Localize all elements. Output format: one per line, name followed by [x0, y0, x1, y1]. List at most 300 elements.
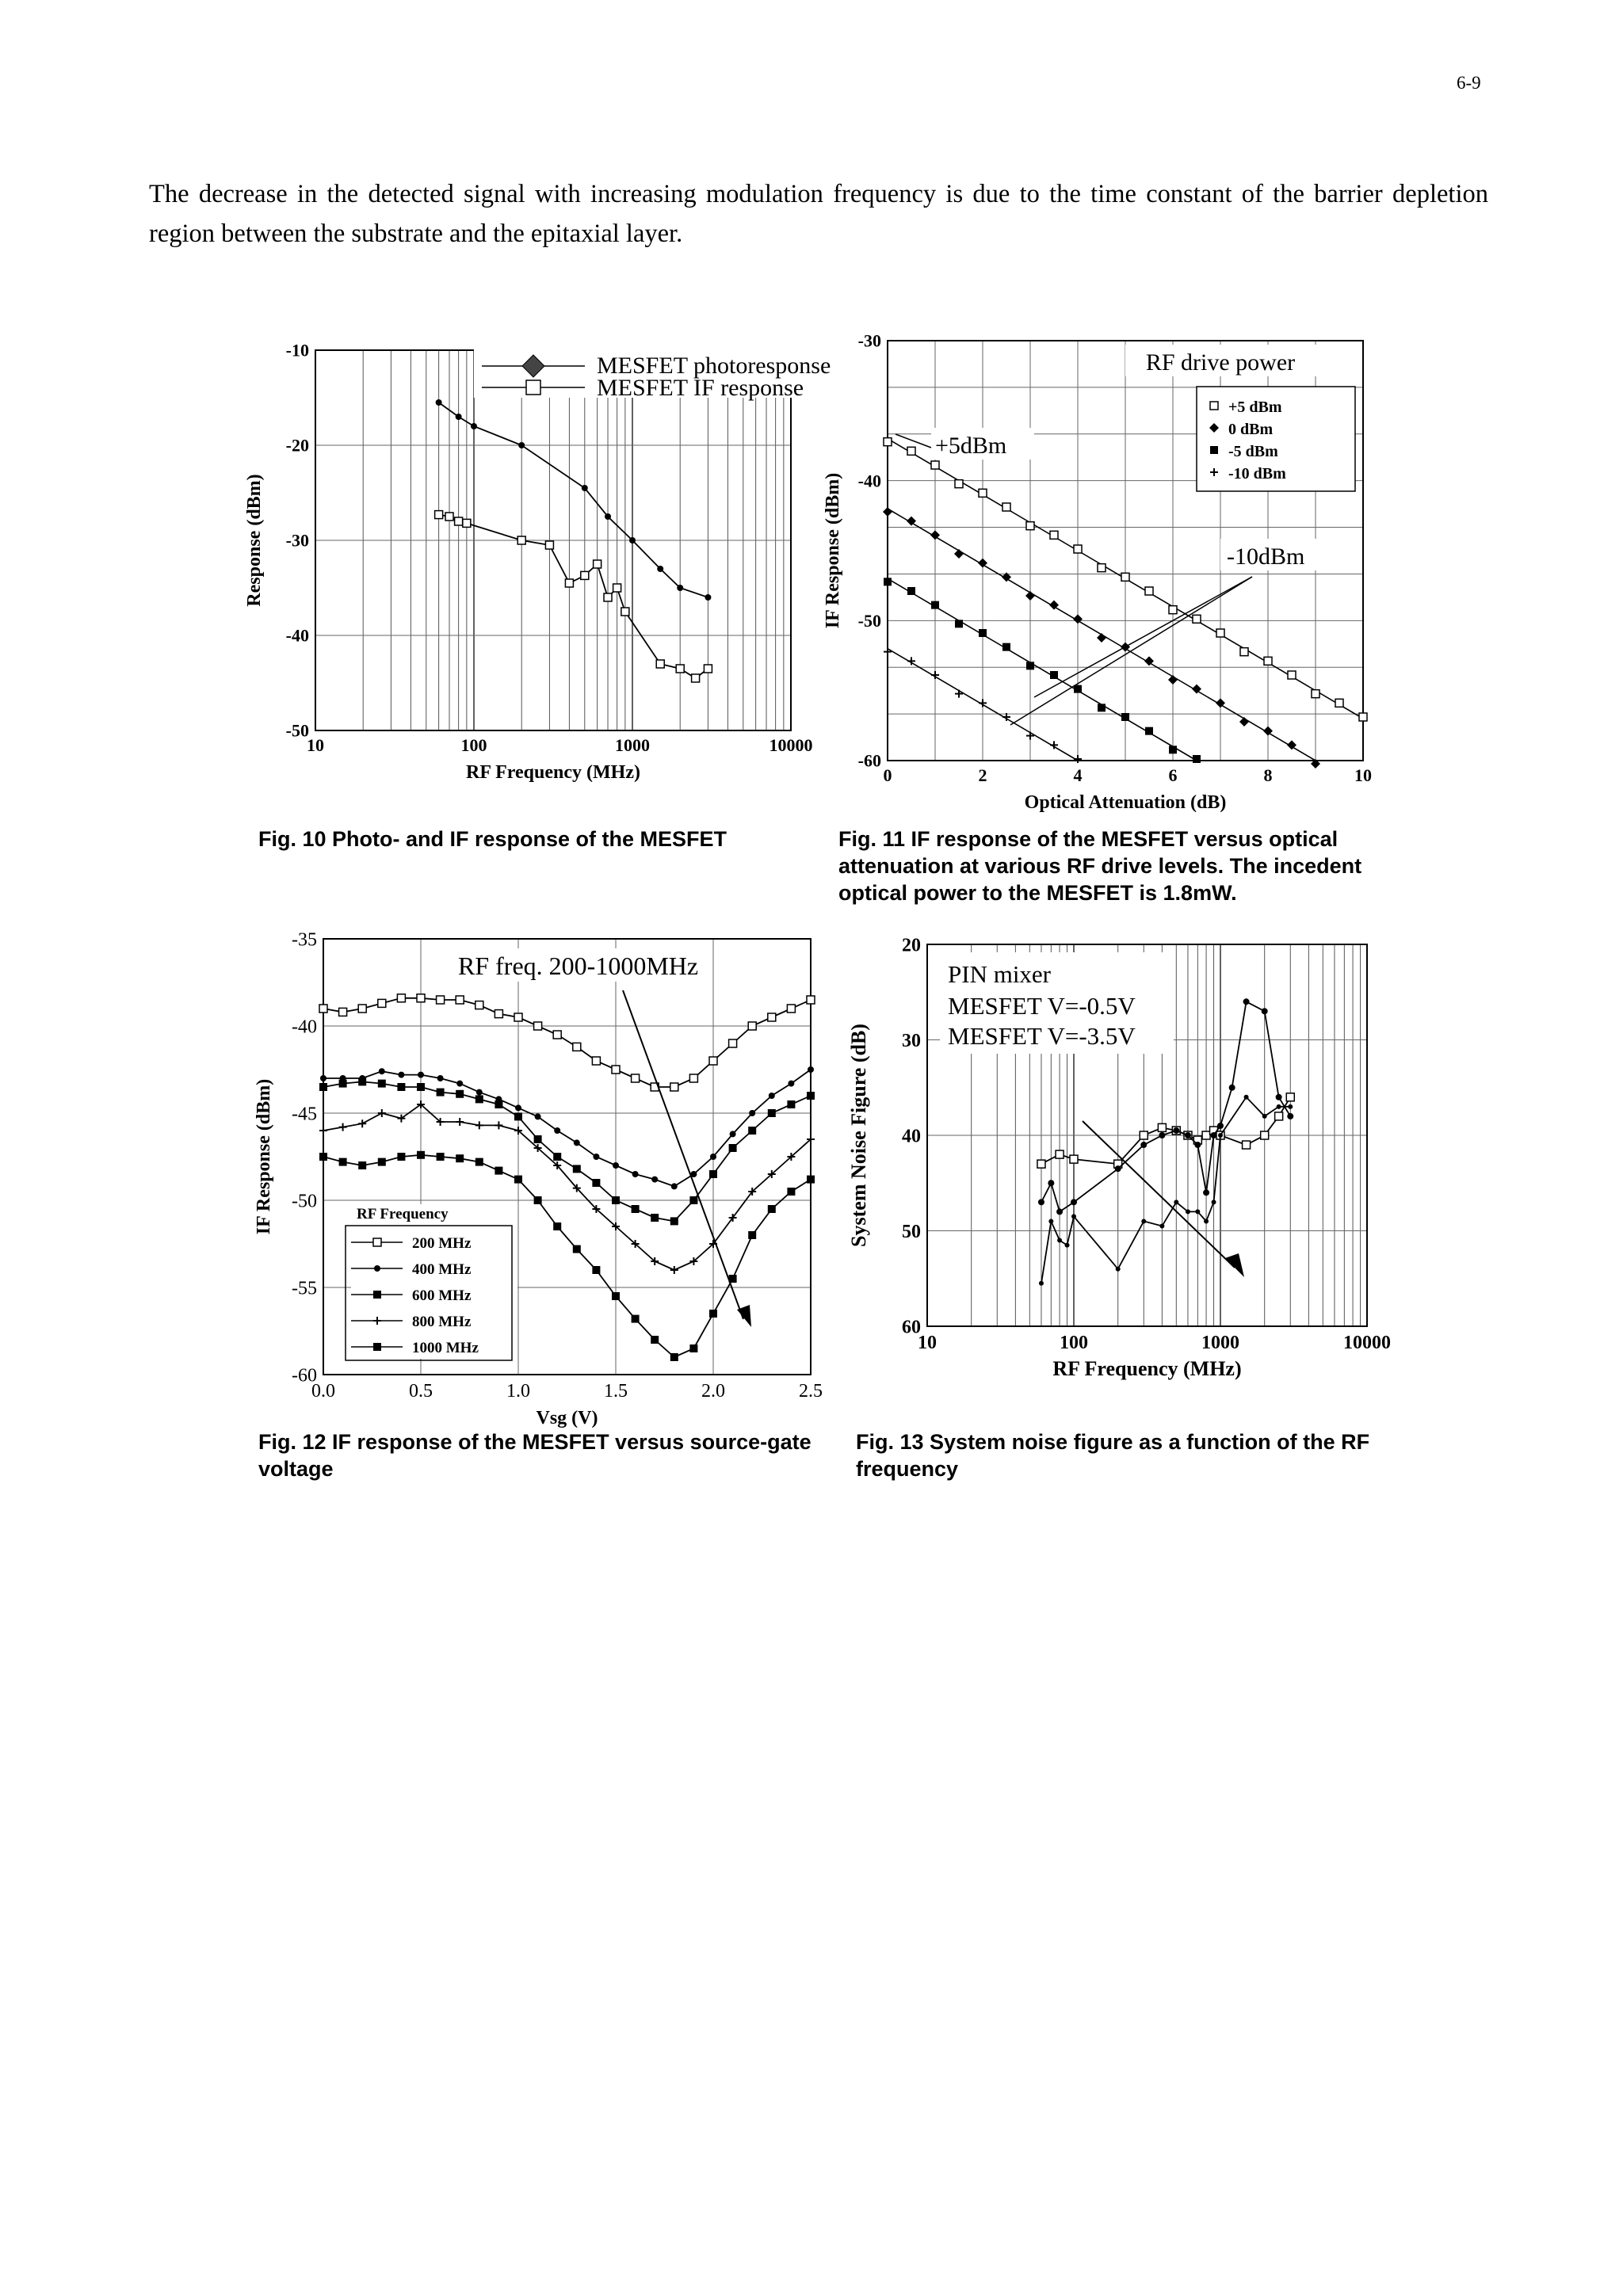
y-tick-label: 20 — [902, 935, 921, 956]
data-point — [456, 1118, 464, 1126]
annotation-label: +5dBm — [935, 433, 1007, 459]
legend-label: 400 MHz — [412, 1261, 472, 1278]
x-tick-label: 1000 — [1201, 1333, 1239, 1353]
x-tick-label: 1000 — [615, 735, 650, 755]
chart-fig13 — [838, 927, 1417, 1422]
data-point — [670, 1266, 678, 1274]
fig12-labels — [254, 929, 823, 1428]
x-tick-label: 2 — [978, 765, 987, 785]
data-point — [670, 1353, 678, 1361]
data-point — [689, 1344, 697, 1352]
data-point — [612, 1066, 620, 1074]
series-line — [439, 402, 708, 597]
y-tick-label: -60 — [292, 1365, 317, 1386]
legend-label: 0 dBm — [1228, 421, 1274, 438]
data-point — [358, 1005, 366, 1013]
fig13-labels — [847, 935, 1391, 1380]
data-point — [455, 517, 463, 525]
page-number: 6-9 — [1457, 73, 1481, 93]
chart-fig12 — [244, 915, 823, 1428]
data-point — [955, 690, 963, 698]
annotation-arrowhead — [1225, 1253, 1244, 1277]
data-point — [1050, 531, 1058, 539]
data-point — [1185, 1132, 1191, 1138]
y-axis-label: System Noise Figure (dB) — [847, 1024, 870, 1247]
data-point — [418, 1072, 424, 1078]
data-point — [339, 1158, 347, 1166]
data-point — [1275, 1112, 1283, 1120]
legend-title: RF drive power — [1145, 349, 1296, 376]
data-point — [955, 480, 963, 488]
data-point — [1240, 648, 1248, 656]
data-point — [1065, 1243, 1070, 1248]
data-point — [1243, 1141, 1251, 1149]
data-point — [378, 1080, 386, 1088]
data-point — [1211, 1132, 1217, 1138]
data-point — [435, 511, 443, 519]
data-point — [768, 1013, 776, 1021]
data-point — [495, 1100, 502, 1108]
data-point — [1239, 717, 1249, 727]
y-tick-label: 60 — [902, 1317, 921, 1338]
data-point — [651, 1214, 659, 1222]
data-point — [1262, 1114, 1267, 1119]
data-point — [1244, 1095, 1249, 1100]
legend-marker — [1210, 402, 1218, 410]
data-point — [475, 1158, 483, 1166]
data-point — [515, 1104, 521, 1111]
data-point — [689, 1074, 697, 1082]
fig10-labels — [244, 341, 831, 783]
chart-fig11 — [824, 325, 1403, 816]
data-point — [573, 1165, 581, 1173]
data-point — [437, 1075, 444, 1081]
data-point — [768, 1109, 776, 1117]
y-axis-label: Response (dBm) — [244, 474, 265, 607]
data-point — [1288, 671, 1296, 679]
x-tick-label: 1.5 — [604, 1381, 628, 1402]
data-point — [378, 1109, 386, 1117]
data-point — [475, 1001, 483, 1009]
data-point — [1158, 1123, 1166, 1131]
legend-label: 800 MHz — [412, 1314, 472, 1330]
data-point — [768, 1205, 776, 1213]
x-tick-label: 1.0 — [506, 1381, 530, 1402]
legend-label: +5 dBm — [1228, 399, 1282, 416]
x-tick-label: 10 — [918, 1333, 937, 1353]
data-point — [495, 1010, 502, 1018]
data-point — [514, 1013, 522, 1021]
data-point — [1145, 587, 1153, 595]
data-point — [319, 1083, 327, 1091]
data-point — [397, 994, 405, 1002]
data-point — [729, 1039, 737, 1047]
y-tick-label: 30 — [902, 1030, 921, 1051]
data-point — [1048, 1180, 1054, 1186]
data-point — [605, 513, 611, 520]
data-point — [788, 1081, 794, 1087]
data-point — [517, 536, 525, 544]
data-point — [319, 1153, 327, 1161]
data-point — [475, 1121, 483, 1129]
data-point — [787, 1005, 795, 1013]
x-tick-label: 0.0 — [311, 1381, 335, 1402]
data-point — [1057, 1238, 1062, 1243]
legend-label: MESFET IF response — [597, 375, 804, 401]
y-tick-label: -40 — [285, 625, 309, 646]
data-point — [808, 1066, 814, 1073]
data-point — [931, 601, 939, 609]
data-point — [495, 1167, 502, 1175]
data-point — [1195, 1209, 1200, 1214]
data-point — [535, 1113, 541, 1119]
x-tick-label: 100 — [1060, 1333, 1088, 1353]
data-point — [565, 579, 573, 587]
data-point — [1173, 1127, 1179, 1134]
x-tick-label: 8 — [1263, 765, 1273, 785]
data-point — [437, 1089, 445, 1097]
data-point — [1169, 606, 1177, 614]
annotation-arrow — [1083, 1121, 1235, 1268]
x-tick-label: 0 — [883, 765, 892, 785]
y-tick-label: -60 — [857, 750, 881, 771]
data-point — [1056, 1208, 1063, 1215]
data-point — [456, 1081, 463, 1087]
x-tick-label: 2.0 — [701, 1381, 725, 1402]
data-point — [1026, 732, 1034, 740]
data-point — [436, 399, 442, 406]
data-point — [463, 519, 471, 527]
data-point — [769, 1093, 775, 1099]
data-point — [514, 1112, 522, 1120]
data-point — [907, 587, 915, 595]
data-point — [1262, 1008, 1268, 1014]
annotation-label: -10dBm — [1227, 543, 1305, 570]
x-axis-label: Optical Attenuation (dB) — [1024, 792, 1227, 813]
caption-fig10: Fig. 10 Photo- and IF response of the MESFET — [258, 827, 727, 851]
x-axis-label: Vsg (V) — [536, 1408, 598, 1428]
data-point — [582, 485, 588, 491]
data-point — [1025, 591, 1035, 601]
data-point — [632, 1171, 639, 1177]
data-point — [1056, 1150, 1064, 1158]
annotation-arrow — [623, 990, 743, 1319]
data-point — [1159, 1132, 1165, 1138]
y-tick-label: -55 — [292, 1278, 317, 1299]
y-tick-label: -40 — [857, 471, 881, 491]
legend-label: MESFET photoresponse — [597, 353, 831, 379]
body-paragraph: The decrease in the detected signal with increasing modulation frequency is due to the time constant of the barrier depletion region between the substrate and the epitaxial layer. — [149, 180, 1488, 248]
data-point — [456, 1090, 464, 1098]
data-point — [1264, 657, 1272, 665]
data-point — [671, 1183, 678, 1189]
data-point — [339, 1123, 347, 1131]
data-point — [709, 1170, 717, 1178]
data-point — [518, 442, 525, 448]
data-point — [1074, 545, 1082, 553]
legend-label: -10 dBm — [1228, 465, 1286, 482]
x-axis-label: RF Frequency (MHz) — [466, 762, 640, 783]
data-point — [1218, 1133, 1223, 1138]
data-point — [1203, 1189, 1209, 1196]
data-point — [1002, 503, 1010, 511]
data-point — [475, 1095, 483, 1103]
data-point — [807, 996, 815, 1004]
data-point — [358, 1119, 366, 1127]
data-point — [1115, 1165, 1121, 1172]
data-point — [534, 1135, 542, 1143]
data-point — [592, 1057, 600, 1065]
data-point — [1217, 1123, 1224, 1129]
data-point — [657, 566, 663, 572]
data-point — [1050, 671, 1058, 679]
annotation-pointer — [896, 434, 931, 448]
data-point — [1277, 1104, 1281, 1109]
legend-label: 200 MHz — [412, 1235, 472, 1252]
data-point — [651, 1177, 658, 1183]
data-point — [612, 1196, 620, 1204]
x-tick-label: 2.5 — [799, 1381, 823, 1402]
data-point — [1276, 1094, 1282, 1100]
y-tick-label: 50 — [902, 1221, 921, 1242]
data-point — [1202, 1131, 1210, 1139]
y-tick-label: -30 — [857, 330, 881, 351]
data-point — [1098, 704, 1106, 711]
y-tick-label: -50 — [292, 1191, 317, 1212]
data-point — [632, 1074, 640, 1082]
legend-label: 600 MHz — [412, 1287, 472, 1304]
data-point — [955, 620, 963, 627]
data-point — [670, 1217, 678, 1225]
data-point — [748, 1127, 756, 1135]
data-point — [710, 1154, 716, 1160]
data-point — [1116, 1267, 1121, 1272]
series-line — [323, 1070, 811, 1186]
data-point — [1074, 685, 1082, 693]
data-point — [632, 1315, 640, 1323]
data-point — [574, 1139, 580, 1146]
data-point — [1193, 615, 1201, 623]
legend-marker-square — [526, 380, 540, 395]
data-point — [358, 1077, 366, 1085]
data-point — [730, 1131, 736, 1137]
data-point — [1212, 1199, 1216, 1204]
x-tick-label: 100 — [460, 735, 487, 755]
data-point — [1193, 755, 1201, 763]
data-point — [629, 537, 636, 543]
data-point — [709, 1310, 717, 1318]
y-tick-label: -45 — [292, 1104, 317, 1125]
data-point — [545, 541, 553, 549]
data-point — [573, 1043, 581, 1051]
annotation-label: RF freq. 200-1000MHz — [458, 952, 699, 980]
data-point — [471, 423, 477, 429]
data-point — [1287, 1113, 1293, 1119]
data-point — [1141, 1219, 1146, 1223]
data-point — [320, 1075, 327, 1081]
legend-marker — [374, 1265, 380, 1272]
data-point — [358, 1161, 366, 1169]
data-point — [749, 1110, 755, 1116]
data-point — [398, 1072, 404, 1078]
data-point — [593, 1154, 599, 1160]
legend-marker — [373, 1238, 381, 1246]
data-point — [1071, 1199, 1077, 1205]
data-point — [1121, 573, 1129, 581]
x-tick-label: 6 — [1168, 765, 1178, 785]
data-point — [339, 1080, 347, 1088]
data-point — [378, 999, 386, 1007]
legend-bg — [351, 1204, 517, 1359]
data-point — [417, 1151, 425, 1159]
data-point — [553, 1031, 561, 1039]
data-point — [1048, 1219, 1053, 1223]
data-point — [378, 1158, 386, 1166]
data-point — [1186, 1209, 1190, 1214]
x-tick-label: 10 — [1354, 765, 1372, 785]
data-point — [748, 1022, 756, 1030]
data-point — [651, 1336, 659, 1344]
data-point — [1174, 1199, 1178, 1204]
data-point — [1097, 633, 1106, 643]
data-point — [1070, 1155, 1078, 1163]
data-point — [884, 578, 892, 585]
data-point — [445, 513, 453, 521]
data-point — [397, 1083, 405, 1091]
x-tick-label: 0.5 — [409, 1381, 433, 1402]
data-point — [604, 593, 612, 601]
data-point — [1145, 727, 1153, 735]
data-point — [456, 414, 462, 420]
data-point — [787, 1188, 795, 1196]
data-point — [931, 461, 939, 469]
data-point — [319, 1005, 327, 1013]
data-point — [397, 1153, 405, 1161]
y-tick-label: -50 — [285, 720, 309, 741]
y-tick-label: -50 — [857, 611, 881, 631]
data-point — [709, 1057, 717, 1065]
data-point — [676, 665, 684, 673]
data-point — [907, 447, 915, 455]
data-point — [748, 1231, 756, 1239]
data-point — [534, 1022, 542, 1030]
y-tick-label: -20 — [285, 435, 309, 456]
data-point — [319, 1127, 327, 1135]
data-point — [592, 1179, 600, 1187]
data-point — [476, 1089, 483, 1096]
data-point — [594, 560, 601, 568]
data-point — [1026, 522, 1034, 530]
legend-marker — [373, 1343, 381, 1351]
data-point — [807, 1176, 815, 1184]
data-point — [1159, 1223, 1164, 1228]
data-point — [1002, 643, 1010, 651]
data-point — [1168, 675, 1178, 685]
data-point — [883, 507, 892, 517]
data-point — [1261, 1131, 1269, 1139]
legend-title: RF Frequency — [357, 1206, 449, 1222]
data-point — [417, 1083, 425, 1091]
data-point — [1312, 690, 1319, 698]
data-point — [689, 1196, 697, 1204]
data-point — [1216, 629, 1224, 637]
data-point — [1243, 998, 1250, 1005]
data-point — [704, 665, 712, 673]
data-point — [621, 608, 629, 616]
data-point — [573, 1245, 581, 1253]
data-point — [1169, 746, 1177, 753]
data-point — [456, 996, 464, 1004]
caption-fig12: Fig. 12 IF response of the MESFET versus source-gate voltage — [258, 1430, 812, 1481]
y-tick-label: -40 — [292, 1016, 317, 1038]
chart-fig10 — [244, 333, 831, 808]
caption-fig13: Fig. 13 System noise figure as a function of the RF frequency — [856, 1430, 1370, 1481]
data-point — [1140, 1142, 1147, 1148]
data-point — [1204, 1219, 1209, 1223]
data-point — [884, 438, 892, 446]
data-point — [954, 549, 964, 559]
data-point — [553, 1153, 561, 1161]
data-point — [1194, 1142, 1201, 1148]
data-point — [1038, 1199, 1044, 1205]
data-point — [339, 1008, 347, 1016]
data-point — [656, 660, 664, 668]
y-tick-label: -35 — [292, 929, 317, 951]
legend-marker — [1210, 446, 1218, 454]
data-point — [1286, 1093, 1294, 1101]
data-point — [514, 1176, 522, 1184]
x-tick-label: 4 — [1073, 765, 1083, 785]
y-tick-label: 40 — [902, 1126, 921, 1147]
series-line — [439, 515, 708, 678]
data-point — [729, 1144, 737, 1152]
data-point — [612, 1292, 620, 1300]
data-point — [1026, 662, 1034, 669]
legend-label: -5 dBm — [1228, 443, 1278, 460]
data-point — [534, 1196, 542, 1204]
data-point — [979, 489, 987, 497]
legend-label: PIN mixer — [948, 960, 1052, 988]
data-point — [807, 1092, 815, 1100]
data-point — [1359, 713, 1367, 721]
data-point — [692, 674, 700, 682]
x-axis-label: RF Frequency (MHz) — [1052, 1357, 1242, 1380]
data-point — [417, 994, 425, 1002]
data-point — [592, 1266, 600, 1274]
data-point — [437, 1153, 445, 1161]
y-tick-label: -10 — [285, 340, 309, 360]
data-point — [1098, 564, 1106, 572]
y-axis-label: IF Response (dBm) — [254, 1078, 274, 1235]
data-point — [632, 1205, 640, 1213]
legend-marker — [373, 1291, 381, 1299]
data-point — [1071, 1214, 1076, 1219]
data-point — [581, 571, 589, 579]
data-point — [705, 594, 711, 601]
data-point — [787, 1100, 795, 1108]
data-point — [1288, 1104, 1293, 1109]
y-axis-label: IF Response (dBm) — [823, 472, 843, 629]
data-point — [979, 629, 987, 637]
data-point — [1229, 1085, 1235, 1091]
data-point — [613, 584, 621, 592]
data-point — [495, 1121, 502, 1129]
y-tick-label: -30 — [285, 530, 309, 551]
legend-label: MESFET V=-3.5V — [948, 1022, 1136, 1050]
data-point — [884, 648, 892, 656]
data-point — [1037, 1160, 1045, 1168]
data-point — [437, 996, 445, 1004]
